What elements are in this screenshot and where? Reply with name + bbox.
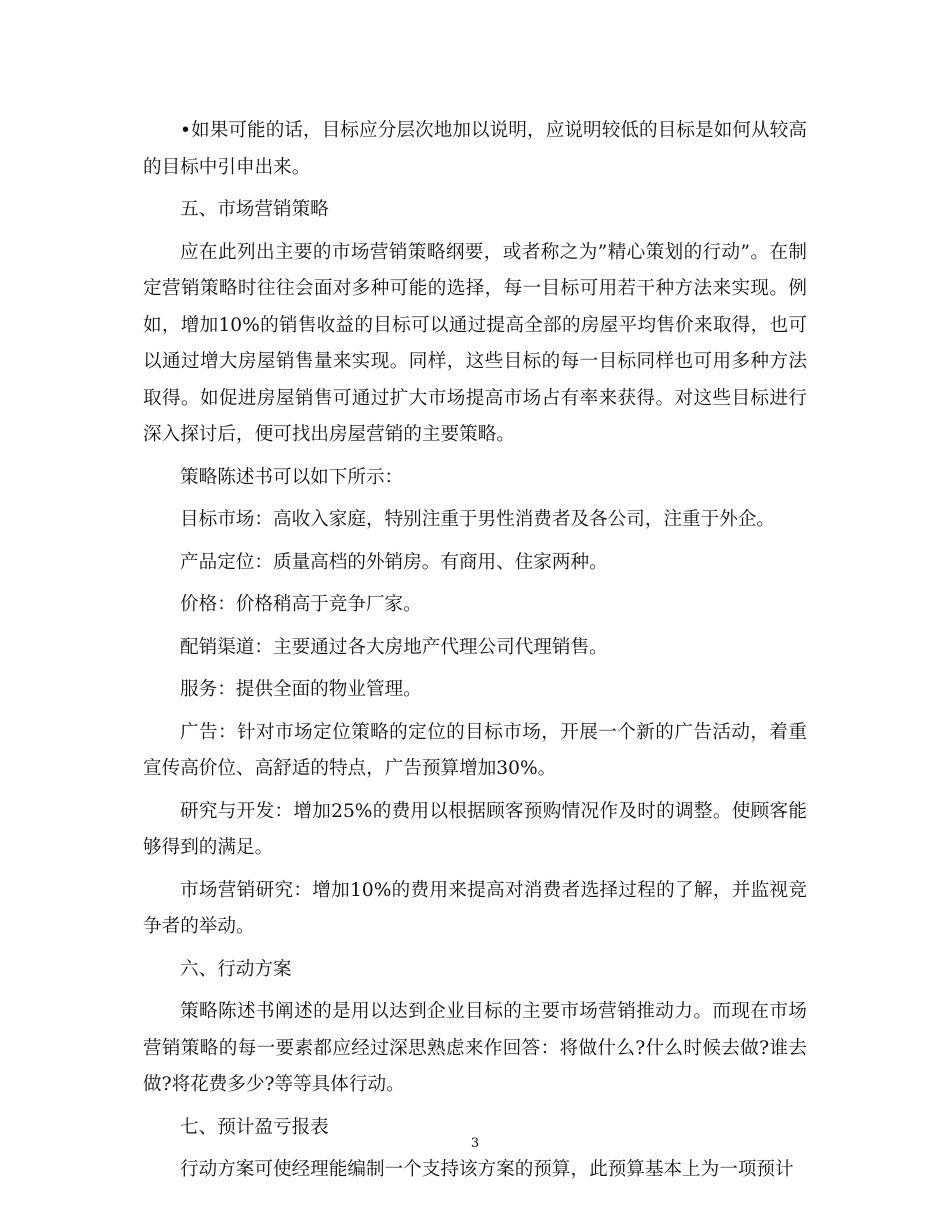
- paragraph-price: 价格：价格稍高于竞争厂家。: [180, 594, 422, 615]
- paragraph-distribution-channel: 配销渠道：主要通过各大房地产代理公司代理销售。: [180, 636, 608, 658]
- paragraph-marketing-research: 市场营销研究：增加10%的费用来提高对消费者选择过程的了解，并监视竞争者的举动。: [143, 879, 807, 937]
- paragraph-action-plan: 策略陈述书阐述的是用以达到企业目标的主要市场营销推动力。而现在市场营销策略的每一要素都应经过深思熟虑来作回答：将做什么?什么时候去做?谁去做?将花费多少?等等具体行动。: [143, 1001, 807, 1095]
- document-body: [143, 113, 807, 1195]
- paragraph-strategy-statement-intro: 策略陈述书可以如下所示：: [180, 466, 404, 488]
- paragraph-product-positioning: 产品定位：质量高档的外销房。有商用、住家两种。: [180, 551, 608, 573]
- section-heading-action-plan: 六、行动方案: [180, 958, 292, 980]
- section-heading-marketing-strategy: 五、市场营销策略: [180, 199, 329, 220]
- paragraph-service: 服务：提供全面的物业管理。: [180, 679, 422, 700]
- paragraph-budget: 行动方案可使经理能编制一个支持该方案的预算，此预算基本上为一项预计: [180, 1159, 794, 1180]
- paragraph-strategy-outline: 应在此列出主要的市场营销策略纲要，或者称之为”精心策划的行动”。在制定营销策略时往往会面对多种可能的选择，每一目标可用若干种方法来实现。例如，增加10%的销售收益的目标可以通过提高全部的房屋平均售价来取得，也可以通过增大房屋销售量来实现。同样，这些目标的每一目标同样也可用多种方法取得。如促进房屋销售可通过扩大市场提高市场占有率来获得。对这些目标进行深入探讨后，便可找出房屋营销的主要策略。: [143, 241, 807, 445]
- section-heading-profit-loss: 七、预计盈亏报表: [180, 1116, 329, 1138]
- paragraph-goal-hierarchy: •如果可能的话，目标应分层次地加以说明，应说明较低的目标是如何从较高的目标中引申出来。: [143, 120, 807, 178]
- paragraph-research-development: 研究与开发：增加25%的费用以根据顾客预购情况作及时的调整。使顾客能够得到的满足。: [143, 800, 807, 858]
- page-number: 3: [470, 1136, 480, 1151]
- paragraph-target-market: 目标市场：高收入家庭，特别注重于男性消费者及各公司，注重于外企。: [180, 509, 776, 530]
- paragraph-advertising: 广告：针对市场定位策略的定位的目标市场，开展一个新的广告活动，着重宣传高价位、高舒适的特点，广告预算增加30%。: [143, 721, 807, 779]
